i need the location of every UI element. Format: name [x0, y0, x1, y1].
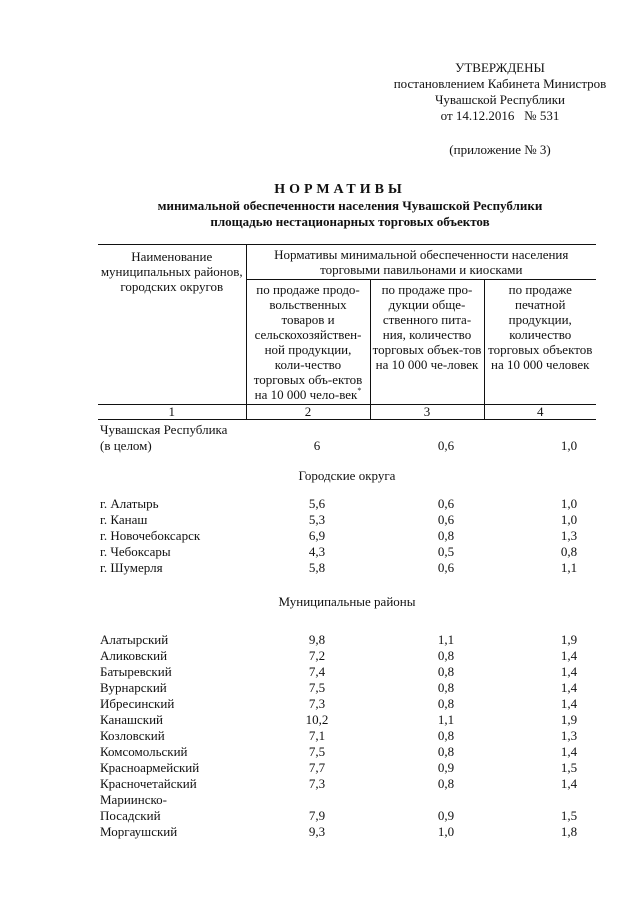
row-v4: 1,4: [560, 776, 578, 791]
approval-date-number: от 14.12.2016 № 531: [440, 108, 560, 123]
norms-table: [98, 244, 596, 840]
row-v2: 5,8: [308, 560, 326, 575]
header-catering: по продаже про-дукции обще-ственного пита-ния, количество торговых объек-тов на 10 000 че-ловек: [370, 280, 484, 405]
row-name: Канашский: [100, 712, 164, 727]
row-name: Аликовский: [100, 648, 168, 663]
row-v2: 7,1: [308, 728, 326, 743]
row-v4: [484, 792, 596, 808]
row-v4: 0,8: [560, 544, 578, 559]
row-v3: 0,5: [437, 544, 455, 559]
row-v3: 0,8: [437, 776, 455, 791]
row-name: Вурнарский: [100, 680, 167, 695]
row-v4: 1,4: [560, 680, 578, 695]
title-line-2: минимальной обеспеченности населения Чувашской Республики: [157, 198, 543, 213]
row-v4: 1,0: [560, 512, 578, 527]
table-row: [98, 512, 596, 528]
table-row: [98, 696, 596, 712]
row-v3: 0,8: [437, 728, 455, 743]
row-v2: 6,9: [308, 528, 326, 543]
table-row: [98, 496, 596, 512]
row-v2: 7,5: [308, 744, 326, 759]
header-municipality: Наименование муниципальных районов, городских округов: [98, 245, 246, 405]
row-name: Мариинско-: [100, 792, 167, 807]
appendix-label: (приложение № 3): [449, 142, 551, 157]
row-v3: [370, 792, 484, 808]
row-v2: 9,8: [308, 632, 326, 647]
row-v4: 1,8: [560, 824, 578, 839]
table-row: [98, 744, 596, 760]
republic-row-2: [98, 438, 596, 454]
col-number-2: 2: [246, 405, 370, 420]
table-row: [98, 760, 596, 776]
row-v3: 1,0: [437, 824, 455, 839]
table-row: [98, 824, 596, 840]
row-v2: 7,5: [308, 680, 326, 695]
header-print: по продаже печатной продукции, количество торговых объектов на 10 000 человек: [484, 280, 596, 405]
row-name: Алатырский: [100, 632, 169, 647]
row-name: Посадский: [100, 808, 161, 823]
approval-decree: постановлением Кабинета Министров: [393, 76, 607, 91]
approval-title: УТВЕРЖДЕНЫ: [455, 60, 545, 75]
row-v4: 1,3: [560, 728, 578, 743]
row-v3: 0,8: [437, 680, 455, 695]
approval-block: [380, 60, 620, 158]
row-v2: 9,3: [308, 824, 326, 839]
row-v3: 0,8: [437, 744, 455, 759]
row-v4: 1,4: [560, 696, 578, 711]
republic-v3: 0,6: [437, 438, 455, 453]
republic-name: Чувашская Республика: [100, 422, 228, 437]
row-name: г. Чебоксары: [100, 544, 171, 559]
table-body: [98, 420, 596, 841]
row-v4: 1,1: [560, 560, 578, 575]
table-row: [98, 680, 596, 696]
header-group: Нормативы минимальной обеспеченности населения торговыми павильонами и киосками: [246, 245, 596, 280]
row-name: г. Новочебоксарск: [100, 528, 201, 543]
row-v2: 4,3: [308, 544, 326, 559]
republic-name-suffix: (в целом): [100, 438, 152, 453]
row-v2: [246, 792, 370, 808]
col-number-1: 1: [98, 405, 246, 420]
row-v2: 5,3: [308, 512, 326, 527]
row-v2: 10,2: [305, 712, 329, 727]
row-name: Батыревский: [100, 664, 172, 679]
row-name: Моргаушский: [100, 824, 178, 839]
row-v3: 0,9: [437, 760, 455, 775]
row-v2: 5,6: [308, 496, 326, 511]
section-cities-row: [98, 454, 596, 496]
row-name: Комсомольский: [100, 744, 188, 759]
row-v4: 1,3: [560, 528, 578, 543]
row-v4: 1,5: [560, 760, 578, 775]
approval-gap: [380, 124, 620, 142]
row-v2: 7,4: [308, 664, 326, 679]
row-v3: 0,8: [437, 648, 455, 663]
table-row: [98, 528, 596, 544]
row-name: г. Шумерля: [100, 560, 163, 575]
row-v3: 1,1: [437, 632, 455, 647]
header-food: [246, 280, 370, 405]
row-v4: 1,9: [560, 712, 578, 727]
row-v3: 0,8: [437, 696, 455, 711]
row-name: Красноармейский: [100, 760, 200, 775]
row-v2: 7,3: [308, 776, 326, 791]
row-v4: 1,0: [560, 496, 578, 511]
row-v3: 1,1: [437, 712, 455, 727]
section-districts-row: [98, 576, 596, 632]
row-v2: 7,2: [308, 648, 326, 663]
title-main: НОРМАТИВЫ: [274, 182, 406, 197]
approval-authority: Чувашской Республики: [434, 92, 566, 107]
row-v2: 7,7: [308, 760, 326, 775]
row-v2: 7,3: [308, 696, 326, 711]
col-number-4: 4: [484, 405, 596, 420]
row-v4: 1,4: [560, 744, 578, 759]
table-row: [98, 632, 596, 648]
section-districts: Муниципальные районы: [278, 594, 416, 609]
row-name: Красночетайский: [100, 776, 197, 791]
table-row: [98, 808, 596, 824]
table-row: [98, 560, 596, 576]
table-row: [98, 664, 596, 680]
row-v4: 1,9: [560, 632, 578, 647]
row-name: Козловский: [100, 728, 165, 743]
footnote-mark: *: [357, 386, 362, 395]
table-row: [98, 776, 596, 792]
row-name: г. Канаш: [100, 512, 148, 527]
row-name: Ибресинский: [100, 696, 175, 711]
col-number-3: 3: [370, 405, 484, 420]
row-v3: 0,8: [437, 528, 455, 543]
header-food-text: по продаже продо-вольственных товаров и сельскохозяйствен-ной продукции, коли-чество торговых объ-ектов на 10 000 чело-век: [253, 282, 363, 402]
row-v3: 0,9: [437, 808, 455, 823]
republic-v2: 6: [313, 438, 321, 453]
table-row: [98, 648, 596, 664]
table-row: [98, 544, 596, 560]
row-v4: 1,4: [560, 664, 578, 679]
republic-v4: 1,0: [560, 438, 578, 453]
republic-row-1: [98, 420, 596, 439]
row-v3: 0,8: [437, 664, 455, 679]
row-v3: 0,6: [437, 560, 455, 575]
title-line-3: площадью нестационарных торговых объектов: [210, 214, 490, 229]
row-v2: 7,9: [308, 808, 326, 823]
row-v3: 0,6: [437, 496, 455, 511]
row-v4: 1,4: [560, 648, 578, 663]
table-row: [98, 728, 596, 744]
row-v3: 0,6: [437, 512, 455, 527]
section-cities: Городские округа: [298, 468, 396, 483]
document-title: [0, 182, 640, 230]
row-name: г. Алатырь: [100, 496, 159, 511]
table-row: [98, 712, 596, 728]
table-row: [98, 792, 596, 808]
row-v4: 1,5: [560, 808, 578, 823]
